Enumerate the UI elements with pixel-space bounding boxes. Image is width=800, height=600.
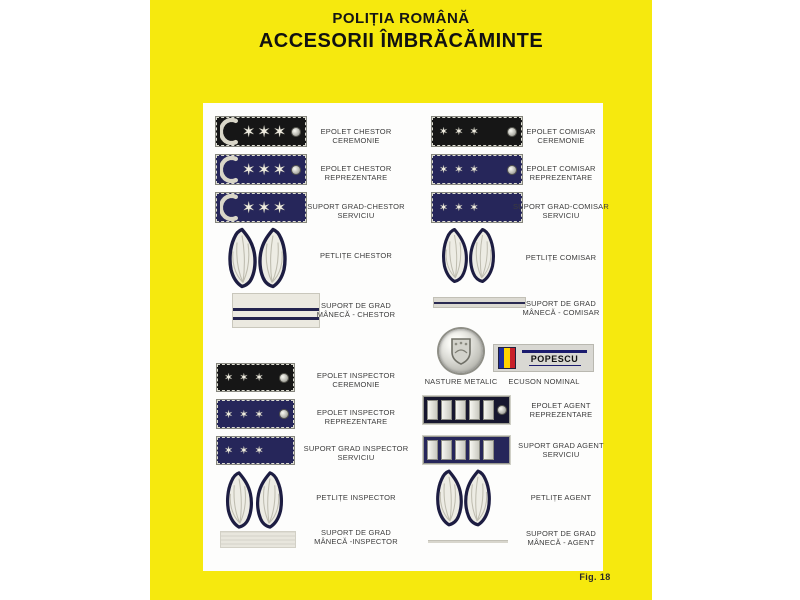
star-icon: ✶ xyxy=(224,371,234,384)
star-icon: ✶ xyxy=(454,125,464,138)
button-icon xyxy=(280,410,288,418)
rank-bar xyxy=(455,400,466,420)
wing-icon xyxy=(462,469,494,527)
star-icon: ✶ xyxy=(242,197,256,217)
petlite-comisar-image xyxy=(439,227,498,284)
rank-bar xyxy=(427,400,438,420)
page-title: POLIȚIA ROMÂNĂ xyxy=(332,10,470,27)
item-label: EPOLET CHESTOR REPREZENTARE xyxy=(320,164,392,182)
item-label: SUPORT DE GRAD MÂNECĂ - CHESTOR xyxy=(316,301,396,319)
figure-number: Fig. 18 xyxy=(579,572,611,582)
star-icon: ✶ xyxy=(242,159,256,179)
item-label: EPOLET CHESTOR CEREMONIE xyxy=(320,127,392,145)
star-icon: ✶ xyxy=(254,444,264,457)
star-icon: ✶ xyxy=(242,121,256,141)
nasture-metalic-image xyxy=(439,329,483,373)
rank-bar xyxy=(441,400,452,420)
wing-icon xyxy=(225,227,259,289)
laurel-wreath-icon xyxy=(220,156,240,183)
star-icon: ✶ xyxy=(439,125,449,138)
name-badge xyxy=(516,350,593,367)
rank-bar xyxy=(455,440,466,460)
item-label: ECUSON NOMINAL xyxy=(508,377,580,386)
rank-bar xyxy=(469,440,480,460)
ecuson-nominal-image xyxy=(493,344,594,372)
star-icon: ✶ xyxy=(469,163,479,176)
wing-icon xyxy=(439,227,470,284)
petlite-chestor-image xyxy=(225,227,290,289)
item-label: NASTURE METALIC xyxy=(424,377,498,386)
suport-grad-maneca-inspector-image xyxy=(220,531,296,548)
star-icon: ✶ xyxy=(272,197,287,217)
star-icon: ✶ xyxy=(439,163,449,176)
star-icon: ✶ xyxy=(469,125,479,138)
page-subtitle: ACCESORII ÎMBRĂCĂMINTE xyxy=(258,30,544,52)
star-icon: ✶ xyxy=(239,407,249,421)
laurel-wreath-icon xyxy=(220,118,240,145)
item-label: PETLIȚE INSPECTOR xyxy=(316,493,396,502)
rank-bar xyxy=(483,400,494,420)
wing-icon xyxy=(467,227,498,284)
badge-underline xyxy=(529,365,581,367)
item-label: SUPORT GRAD AGENT SERVICIU xyxy=(518,441,604,459)
rank-bar xyxy=(483,440,494,460)
item-label: EPOLET INSPECTOR REPREZENTARE xyxy=(316,408,396,426)
item-label: SUPORT DE GRAD MÂNECĂ - COMISAR xyxy=(522,299,600,317)
item-label: SUPORT GRAD-CHESTOR SERVICIU xyxy=(307,202,405,220)
romanian-flag-icon xyxy=(498,347,516,369)
badge-bar xyxy=(522,350,587,353)
petlite-agent-image xyxy=(433,469,494,527)
suport-grad-inspector-serviciu-image xyxy=(217,437,294,464)
star-icon: ✶ xyxy=(454,201,464,214)
star-icon: ✶ xyxy=(254,407,264,421)
button-icon xyxy=(280,374,288,382)
star-icon: ✶ xyxy=(469,201,479,214)
item-label: EPOLET COMISAR REPREZENTARE xyxy=(526,164,596,182)
badge-name: POPESCU xyxy=(530,353,579,364)
rank-bar xyxy=(469,400,480,420)
shield-icon xyxy=(441,333,481,369)
star-icon: ✶ xyxy=(239,371,249,384)
star-icon: ✶ xyxy=(224,407,234,421)
item-label: SUPORT GRAD-COMISAR SERVICIU xyxy=(512,202,610,220)
laurel-wreath-icon xyxy=(220,194,240,221)
item-label: EPOLET INSPECTOR CEREMONIE xyxy=(316,371,396,389)
rank-bar xyxy=(427,440,438,460)
wing-icon xyxy=(256,227,290,289)
item-label: SUPORT GRAD INSPECTOR SERVICIU xyxy=(303,444,409,462)
item-label: PETLIȚE COMISAR xyxy=(525,253,597,262)
rank-bar xyxy=(441,440,452,460)
wing-icon xyxy=(222,471,256,529)
star-icon: ✶ xyxy=(224,444,234,457)
star-icon: ✶ xyxy=(454,163,464,176)
wing-icon xyxy=(253,471,287,529)
item-label: EPOLET AGENT REPREZENTARE xyxy=(529,401,593,419)
figure-panel xyxy=(203,103,610,571)
star-icon: ✶ xyxy=(439,201,449,214)
star-icon: ✶ xyxy=(254,371,264,384)
item-label: SUPORT DE GRAD MÂNECĂ -INSPECTOR xyxy=(314,528,398,546)
item-label: EPOLET COMISAR CEREMONIE xyxy=(526,127,596,145)
star-icon: ✶ xyxy=(257,121,271,141)
star-icon: ✶ xyxy=(272,121,287,141)
item-label: PETLIȚE AGENT xyxy=(530,493,592,502)
star-icon: ✶ xyxy=(239,444,249,457)
star-icon: ✶ xyxy=(257,159,271,179)
item-label: PETLIȚE CHESTOR xyxy=(319,251,393,260)
epolet-inspector-reprezentare-image xyxy=(217,400,294,428)
petlite-inspector-image xyxy=(222,471,287,529)
epolet-inspector-ceremonie-image xyxy=(217,364,294,391)
star-icon: ✶ xyxy=(257,197,271,217)
wing-icon xyxy=(433,469,465,527)
item-label: SUPORT DE GRAD MÂNECĂ - AGENT xyxy=(525,529,597,547)
star-icon: ✶ xyxy=(272,159,287,179)
